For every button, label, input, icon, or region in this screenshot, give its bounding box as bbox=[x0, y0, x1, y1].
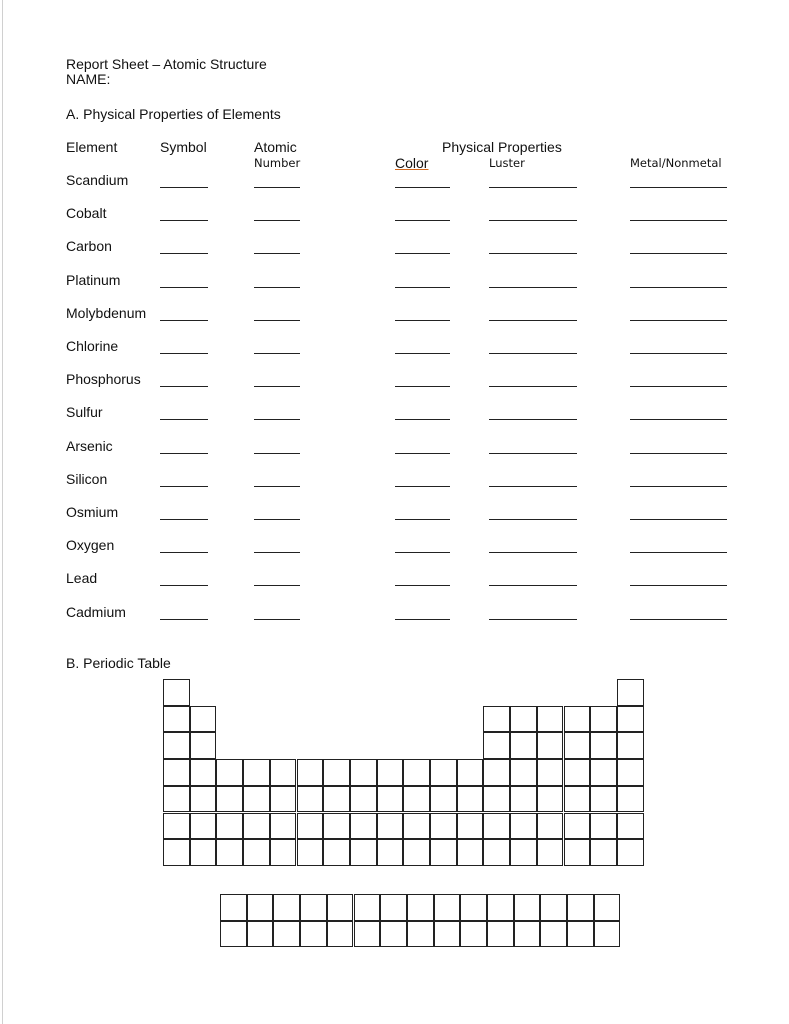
element-name: Oxygen bbox=[66, 537, 115, 554]
metal-nonmetal-blank[interactable] bbox=[630, 453, 727, 454]
symbol-blank[interactable] bbox=[160, 585, 208, 586]
element-cell[interactable] bbox=[510, 839, 537, 866]
luster-blank[interactable] bbox=[489, 619, 577, 620]
f-block-cell[interactable] bbox=[487, 921, 514, 948]
color-blank[interactable] bbox=[395, 320, 450, 321]
f-block-cell[interactable] bbox=[460, 921, 487, 948]
atomic-number-blank[interactable] bbox=[254, 253, 300, 254]
element-cell[interactable] bbox=[590, 813, 617, 840]
symbol-blank[interactable] bbox=[160, 220, 208, 221]
element-cell[interactable] bbox=[510, 813, 537, 840]
symbol-blank[interactable] bbox=[160, 187, 208, 188]
element-cell[interactable] bbox=[537, 813, 564, 840]
f-block-cell[interactable] bbox=[220, 894, 247, 921]
page-edge bbox=[2, 0, 3, 1024]
element-cell[interactable] bbox=[270, 786, 297, 813]
element-cell[interactable] bbox=[457, 786, 484, 813]
name-label: NAME: bbox=[66, 71, 111, 87]
element-cell[interactable] bbox=[510, 786, 537, 813]
element-cell[interactable] bbox=[243, 813, 270, 840]
col-color: Color bbox=[395, 155, 429, 171]
symbol-blank[interactable] bbox=[160, 386, 208, 387]
element-cell[interactable] bbox=[163, 679, 190, 706]
f-block-cell[interactable] bbox=[514, 921, 541, 948]
color-blank[interactable] bbox=[395, 552, 450, 553]
f-block-cell[interactable] bbox=[273, 894, 300, 921]
f-block-cell[interactable] bbox=[434, 921, 461, 948]
f-block-cell[interactable] bbox=[380, 894, 407, 921]
element-cell[interactable] bbox=[564, 732, 591, 759]
element-cell[interactable] bbox=[323, 786, 350, 813]
element-name: Silicon bbox=[66, 470, 108, 487]
color-blank[interactable] bbox=[395, 453, 450, 454]
atomic-number-blank[interactable] bbox=[254, 486, 300, 487]
element-cell[interactable] bbox=[617, 679, 644, 706]
element-cell[interactable] bbox=[617, 759, 644, 786]
metal-nonmetal-blank[interactable] bbox=[630, 552, 727, 553]
f-block-cell[interactable] bbox=[407, 921, 434, 948]
luster-blank[interactable] bbox=[489, 187, 577, 188]
element-cell[interactable] bbox=[163, 732, 190, 759]
atomic-number-blank[interactable] bbox=[254, 453, 300, 454]
element-cell[interactable] bbox=[590, 786, 617, 813]
color-blank[interactable] bbox=[395, 585, 450, 586]
luster-blank[interactable] bbox=[489, 486, 577, 487]
element-cell[interactable] bbox=[216, 839, 243, 866]
f-block-cell[interactable] bbox=[354, 894, 381, 921]
color-blank[interactable] bbox=[395, 187, 450, 188]
element-name: Arsenic bbox=[66, 437, 113, 454]
metal-nonmetal-blank[interactable] bbox=[630, 187, 727, 188]
element-cell[interactable] bbox=[323, 759, 350, 786]
color-blank[interactable] bbox=[395, 253, 450, 254]
element-cell[interactable] bbox=[377, 759, 404, 786]
atomic-number-blank[interactable] bbox=[254, 287, 300, 288]
element-cell[interactable] bbox=[377, 839, 404, 866]
element-cell[interactable] bbox=[510, 759, 537, 786]
metal-nonmetal-blank[interactable] bbox=[630, 619, 727, 620]
f-block-cell[interactable] bbox=[407, 894, 434, 921]
element-cell[interactable] bbox=[323, 813, 350, 840]
element-cell[interactable] bbox=[190, 732, 217, 759]
element-cell[interactable] bbox=[430, 786, 457, 813]
element-cell[interactable] bbox=[537, 786, 564, 813]
atomic-number-blank[interactable] bbox=[254, 519, 300, 520]
element-cell[interactable] bbox=[270, 839, 297, 866]
element-cell[interactable] bbox=[564, 839, 591, 866]
symbol-blank[interactable] bbox=[160, 619, 208, 620]
section-a-title: A. Physical Properties of Elements bbox=[66, 106, 281, 122]
element-cell[interactable] bbox=[617, 786, 644, 813]
f-block-cell[interactable] bbox=[300, 921, 327, 948]
symbol-blank[interactable] bbox=[160, 253, 208, 254]
col-physical-properties: Physical Properties bbox=[442, 139, 562, 155]
atomic-number-blank[interactable] bbox=[254, 552, 300, 553]
element-cell[interactable] bbox=[190, 759, 217, 786]
metal-nonmetal-blank[interactable] bbox=[630, 419, 727, 420]
element-cell[interactable] bbox=[216, 813, 243, 840]
element-cell[interactable] bbox=[537, 759, 564, 786]
element-cell[interactable] bbox=[430, 813, 457, 840]
f-block-cell[interactable] bbox=[594, 894, 621, 921]
element-name: Cadmium bbox=[66, 603, 126, 620]
element-cell[interactable] bbox=[537, 706, 564, 733]
element-name: Phosphorus bbox=[66, 371, 141, 388]
element-cell[interactable] bbox=[270, 759, 297, 786]
element-cell[interactable] bbox=[403, 813, 430, 840]
element-name: Cobalt bbox=[66, 205, 107, 222]
f-block-cell[interactable] bbox=[220, 921, 247, 948]
atomic-number-blank[interactable] bbox=[254, 419, 300, 420]
col-atomic-number: Number bbox=[254, 156, 301, 170]
metal-nonmetal-blank[interactable] bbox=[630, 353, 727, 354]
color-blank[interactable] bbox=[395, 519, 450, 520]
element-cell[interactable] bbox=[163, 786, 190, 813]
luster-blank[interactable] bbox=[489, 320, 577, 321]
col-luster: Luster bbox=[489, 156, 525, 170]
element-cell[interactable] bbox=[377, 786, 404, 813]
element-cell[interactable] bbox=[590, 759, 617, 786]
f-block-cell[interactable] bbox=[300, 894, 327, 921]
element-cell[interactable] bbox=[483, 813, 510, 840]
element-cell[interactable] bbox=[537, 732, 564, 759]
element-cell[interactable] bbox=[564, 759, 591, 786]
luster-blank[interactable] bbox=[489, 253, 577, 254]
f-block-cell[interactable] bbox=[540, 894, 567, 921]
element-cell[interactable] bbox=[617, 813, 644, 840]
element-cell[interactable] bbox=[163, 839, 190, 866]
element-cell[interactable] bbox=[564, 813, 591, 840]
metal-nonmetal-blank[interactable] bbox=[630, 519, 727, 520]
symbol-blank[interactable] bbox=[160, 486, 208, 487]
symbol-blank[interactable] bbox=[160, 353, 208, 354]
color-blank[interactable] bbox=[395, 220, 450, 221]
element-cell[interactable] bbox=[590, 706, 617, 733]
f-block-cell[interactable] bbox=[567, 921, 594, 948]
element-name: Osmium bbox=[66, 504, 119, 520]
element-cell[interactable] bbox=[350, 813, 377, 840]
col-symbol: Symbol bbox=[160, 139, 207, 155]
element-cell[interactable] bbox=[297, 839, 324, 866]
f-block-cell[interactable] bbox=[460, 894, 487, 921]
f-block-cell[interactable] bbox=[567, 894, 594, 921]
symbol-blank[interactable] bbox=[160, 419, 208, 420]
element-cell[interactable] bbox=[297, 786, 324, 813]
element-cell[interactable] bbox=[510, 732, 537, 759]
element-cell[interactable] bbox=[457, 759, 484, 786]
luster-blank[interactable] bbox=[489, 453, 577, 454]
element-cell[interactable] bbox=[483, 732, 510, 759]
element-cell[interactable] bbox=[216, 759, 243, 786]
element-name: Platinum bbox=[66, 271, 121, 288]
symbol-blank[interactable] bbox=[160, 519, 208, 520]
f-block-cell[interactable] bbox=[354, 921, 381, 948]
f-block-cell[interactable] bbox=[487, 894, 514, 921]
element-cell[interactable] bbox=[617, 706, 644, 733]
element-cell[interactable] bbox=[537, 839, 564, 866]
report-title: Report Sheet – Atomic Structure bbox=[66, 56, 267, 72]
symbol-blank[interactable] bbox=[160, 287, 208, 288]
f-block-cell[interactable] bbox=[514, 894, 541, 921]
atomic-number-blank[interactable] bbox=[254, 320, 300, 321]
f-block-cell[interactable] bbox=[327, 921, 354, 948]
element-cell[interactable] bbox=[457, 839, 484, 866]
metal-nonmetal-blank[interactable] bbox=[630, 320, 727, 321]
atomic-number-blank[interactable] bbox=[254, 585, 300, 586]
element-cell[interactable] bbox=[190, 706, 217, 733]
atomic-number-blank[interactable] bbox=[254, 386, 300, 387]
element-cell[interactable] bbox=[430, 839, 457, 866]
element-name: Chlorine bbox=[66, 338, 119, 354]
f-block-cell[interactable] bbox=[327, 894, 354, 921]
symbol-blank[interactable] bbox=[160, 453, 208, 454]
element-cell[interactable] bbox=[590, 839, 617, 866]
luster-blank[interactable] bbox=[489, 220, 577, 221]
f-block-cell[interactable] bbox=[380, 921, 407, 948]
color-blank[interactable] bbox=[395, 619, 450, 620]
color-blank[interactable] bbox=[395, 353, 450, 354]
element-cell[interactable] bbox=[323, 839, 350, 866]
element-cell[interactable] bbox=[483, 786, 510, 813]
element-cell[interactable] bbox=[564, 786, 591, 813]
luster-blank[interactable] bbox=[489, 419, 577, 420]
metal-nonmetal-blank[interactable] bbox=[630, 287, 727, 288]
symbol-blank[interactable] bbox=[160, 552, 208, 553]
element-cell[interactable] bbox=[483, 839, 510, 866]
col-metal-nonmetal: Metal/Nonmetal bbox=[630, 156, 722, 170]
element-cell[interactable] bbox=[190, 813, 217, 840]
element-name: Scandium bbox=[66, 172, 129, 188]
element-name: Sulfur bbox=[66, 404, 103, 421]
color-blank[interactable] bbox=[395, 419, 450, 420]
element-cell[interactable] bbox=[350, 786, 377, 813]
element-cell[interactable] bbox=[403, 759, 430, 786]
element-cell[interactable] bbox=[483, 706, 510, 733]
luster-blank[interactable] bbox=[489, 386, 577, 387]
atomic-number-blank[interactable] bbox=[254, 220, 300, 221]
metal-nonmetal-blank[interactable] bbox=[630, 486, 727, 487]
element-cell[interactable] bbox=[350, 759, 377, 786]
metal-nonmetal-blank[interactable] bbox=[630, 220, 727, 221]
element-cell[interactable] bbox=[403, 839, 430, 866]
element-cell[interactable] bbox=[617, 839, 644, 866]
luster-blank[interactable] bbox=[489, 519, 577, 520]
element-cell[interactable] bbox=[297, 813, 324, 840]
element-cell[interactable] bbox=[163, 706, 190, 733]
element-cell[interactable] bbox=[590, 732, 617, 759]
element-cell[interactable] bbox=[243, 759, 270, 786]
f-block-cell[interactable] bbox=[273, 921, 300, 948]
metal-nonmetal-blank[interactable] bbox=[630, 253, 727, 254]
f-block-cell[interactable] bbox=[540, 921, 567, 948]
element-cell[interactable] bbox=[483, 759, 510, 786]
element-cell[interactable] bbox=[163, 813, 190, 840]
element-cell[interactable] bbox=[216, 786, 243, 813]
luster-blank[interactable] bbox=[489, 585, 577, 586]
f-block-cell[interactable] bbox=[434, 894, 461, 921]
luster-blank[interactable] bbox=[489, 552, 577, 553]
color-blank[interactable] bbox=[395, 386, 450, 387]
luster-blank[interactable] bbox=[489, 353, 577, 354]
col-element: Element bbox=[66, 139, 118, 155]
element-cell[interactable] bbox=[350, 839, 377, 866]
element-name: Carbon bbox=[66, 238, 112, 255]
atomic-number-blank[interactable] bbox=[254, 187, 300, 188]
element-cell[interactable] bbox=[190, 786, 217, 813]
luster-blank[interactable] bbox=[489, 287, 577, 288]
f-block-cell[interactable] bbox=[594, 921, 621, 948]
element-cell[interactable] bbox=[457, 813, 484, 840]
element-cell[interactable] bbox=[617, 732, 644, 759]
element-name: Lead bbox=[66, 570, 98, 587]
section-b-title: B. Periodic Table bbox=[66, 655, 171, 671]
col-atomic: Atomic bbox=[254, 139, 297, 155]
element-cell[interactable] bbox=[430, 759, 457, 786]
element-cell[interactable] bbox=[270, 813, 297, 840]
symbol-blank[interactable] bbox=[160, 320, 208, 321]
element-cell[interactable] bbox=[190, 839, 217, 866]
f-block-cell[interactable] bbox=[247, 894, 274, 921]
element-name: Molybdenum bbox=[66, 304, 147, 321]
metal-nonmetal-blank[interactable] bbox=[630, 585, 727, 586]
element-cell[interactable] bbox=[564, 706, 591, 733]
element-cell[interactable] bbox=[297, 759, 324, 786]
metal-nonmetal-blank[interactable] bbox=[630, 386, 727, 387]
color-blank[interactable] bbox=[395, 486, 450, 487]
f-block-cell[interactable] bbox=[247, 921, 274, 948]
element-cell[interactable] bbox=[377, 813, 404, 840]
color-blank[interactable] bbox=[395, 287, 450, 288]
element-cell[interactable] bbox=[243, 786, 270, 813]
element-cell[interactable] bbox=[403, 786, 430, 813]
atomic-number-blank[interactable] bbox=[254, 353, 300, 354]
element-cell[interactable] bbox=[243, 839, 270, 866]
atomic-number-blank[interactable] bbox=[254, 619, 300, 620]
element-cell[interactable] bbox=[163, 759, 190, 786]
element-cell[interactable] bbox=[510, 706, 537, 733]
